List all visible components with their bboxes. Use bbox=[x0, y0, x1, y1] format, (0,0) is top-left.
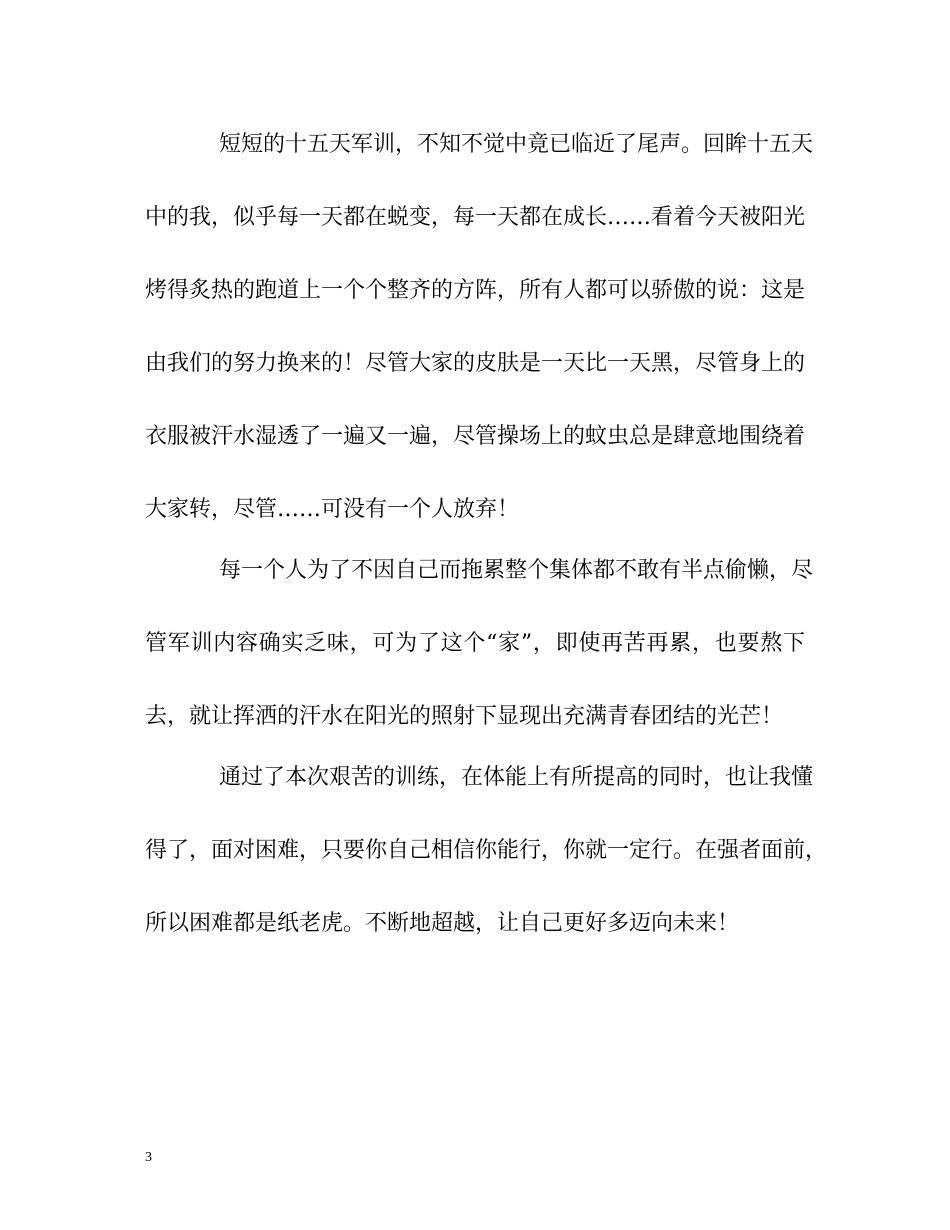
text-line: 通过了本次艰苦的训练，在体能上有所提高的同时，也让我懂 bbox=[219, 765, 814, 790]
text-line: 大家转，尽管……可没有一个人放弃！ bbox=[145, 497, 520, 522]
text-line: 短短的十五天军训，不知不觉中竟已临近了尾声。回眸十五天 bbox=[219, 132, 814, 157]
text-line: 每一个人为了不因自己而拖累整个集体都不敢有半点偷懒，尽 bbox=[219, 558, 814, 583]
page-number: 3 bbox=[145, 1150, 152, 1165]
text-line: 衣服被汗水湿透了一遍又一遍，尽管操场上的蚊虫总是肆意地围绕着 bbox=[145, 424, 806, 449]
text-line: 得了，面对困难，只要你自己相信你能行，你就一定行。在强者面前， bbox=[145, 838, 828, 863]
text-line: 所以困难都是纸老虎。不断地超越，让自己更好多迈向未来！ bbox=[145, 911, 740, 936]
text-line: 烤得炙热的跑道上一个个整齐的方阵，所有人都可以骄傲的说：这是 bbox=[145, 278, 806, 303]
text-line: 去，就让挥洒的汗水在阳光的照射下显现出充满青春团结的光芒！ bbox=[145, 704, 784, 729]
text-line: 由我们的努力换来的！尽管大家的皮肤是一天比一天黑，尽管身上的 bbox=[145, 351, 806, 376]
text-line: 管军训内容确实乏味，可为了这个“家”，即使再苦再累，也要熬下 bbox=[145, 631, 805, 656]
text-line: 中的我，似乎每一天都在蜕变，每一天都在成长……看着今天被阳光 bbox=[145, 205, 806, 230]
